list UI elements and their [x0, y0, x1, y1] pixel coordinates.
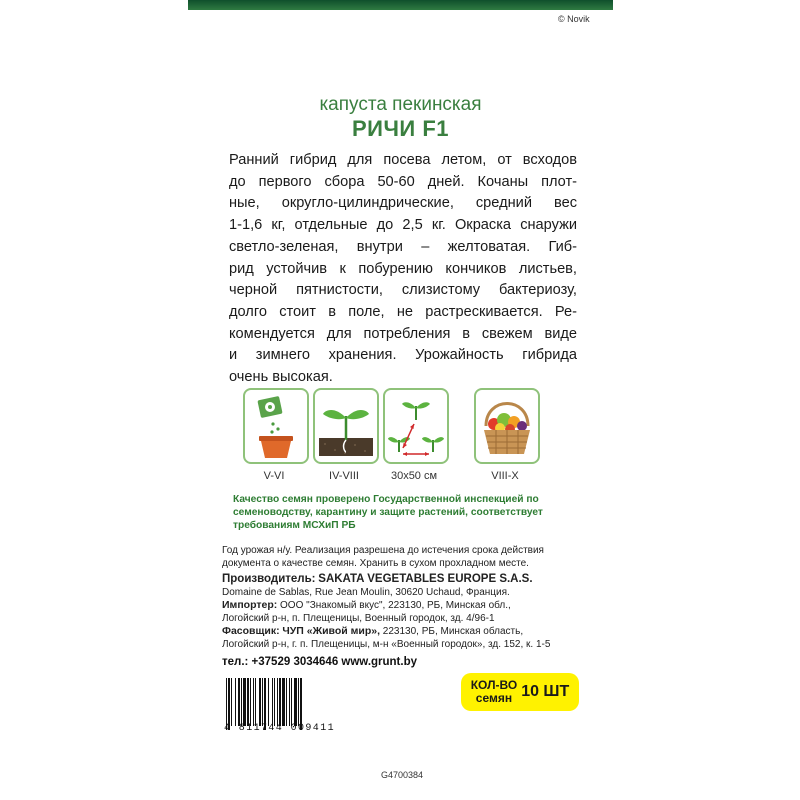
description-line: комендуется для потребления в свежем виде — [229, 325, 577, 342]
harvest-basket-icon — [474, 388, 540, 464]
producer-name: SAKATA VEGETABLES EUROPE S.A.S. — [318, 573, 533, 585]
importer-line: ООО "Знакомый вкус", 223130, РБ, Минская обл., — [280, 600, 511, 611]
packer-label: Фасовщик: — [222, 625, 280, 637]
description-line: ные, округло-цилиндрические, средний вес — [229, 195, 577, 212]
quality-notice — [233, 493, 578, 533]
description — [229, 150, 577, 389]
icon-label: V-VI — [263, 470, 285, 482]
importer-line: Логойский р-н, п. Плещеницы, Военный городок, зд. 4/96-1 — [222, 612, 495, 624]
product-code: G4700384 — [381, 770, 424, 780]
producer-address: Domaine de Sablas, Rue Jean Moulin, 30620 Uchaud, Франция. — [222, 586, 510, 598]
packer-line: Логойский р-н, г. п. Плещеницы, м-н «Военный городок», зд. 152, к. 1-5 — [222, 638, 551, 650]
product-type: капуста пекинская — [319, 94, 482, 115]
description-line: очень высокая. — [229, 369, 333, 386]
seed-count-label: КОЛ-ВО — [470, 678, 518, 692]
quality-line: семеноводству, карантину и защите растений, соответствует — [233, 507, 543, 519]
storage-notice — [222, 545, 582, 570]
icon-label: VIII-X — [491, 470, 519, 482]
description-line: 1-1,6 кг, отдельные до 2,5 кг. Окраска снаружи — [229, 217, 577, 234]
seed-count-label: семян — [475, 691, 513, 705]
description-line: до первого сбора 50-60 дней. Кочаны плот- — [229, 173, 577, 190]
pot-sowing-icon — [243, 388, 309, 464]
top-bar — [188, 0, 613, 10]
copyright: © Novik — [558, 14, 590, 24]
quality-line: Качество семян проверено Государственной инспекцией по — [233, 494, 539, 505]
notice-line: документа о качестве семян. Хранить в сухом прохладном месте. — [222, 557, 529, 569]
importer-label: Импортер: — [222, 599, 278, 611]
description-line: Ранний гибрид для посева летом, от всходов — [229, 152, 577, 168]
sprout-soil-icon — [313, 388, 379, 464]
seed-count-badge — [461, 673, 579, 711]
description-line: и зимнего хранения. Урожайность гибрида — [229, 347, 577, 364]
seed-count-value: 10 ШТ — [521, 683, 570, 700]
contacts: тел.: +37529 3034646 www.grunt.by — [222, 656, 418, 668]
notice-line: Год урожая н/у. Реализация разрешена до истечения срока действия — [222, 545, 544, 556]
icon-label: IV-VIII — [329, 470, 359, 482]
packer-name: ЧУП «Живой мир», — [282, 625, 381, 637]
description-line: светло-зеленая, внутри – желтоватая. Гиб- — [229, 238, 577, 255]
planting-spacing-icon — [383, 388, 449, 464]
description-line: долго стоит в поле, не растрескивается. Ре- — [229, 303, 577, 320]
producer-label: Производитель: — [222, 573, 316, 585]
description-line: рид устойчив к побурению кончиков листьев, — [229, 260, 577, 277]
growing-icons — [243, 388, 583, 488]
packer-line: 223130, РБ, Минская область, — [382, 626, 524, 637]
product-variety: РИЧИ F1 — [351, 116, 450, 141]
description-line: черной пятнистости, слизистому бактериозу, — [229, 282, 577, 299]
quality-line: требованиям МСХиП РБ — [233, 520, 356, 532]
icon-label: 30x50 см — [390, 470, 438, 482]
barcode-number: 4 811744 009411 — [224, 723, 336, 734]
producer-info — [222, 573, 582, 651]
